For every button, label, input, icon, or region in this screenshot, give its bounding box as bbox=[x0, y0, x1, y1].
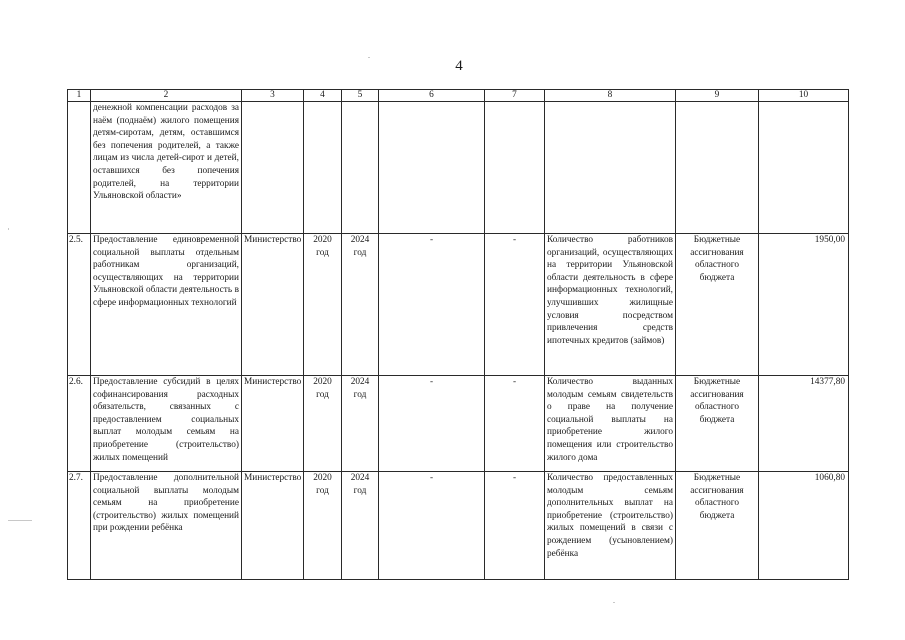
table-row bbox=[68, 472, 849, 580]
funding-source bbox=[676, 102, 759, 234]
column-6-value: - bbox=[379, 234, 485, 376]
table-row bbox=[68, 376, 849, 472]
end-year: 2024 год bbox=[342, 234, 379, 376]
scan-speck bbox=[368, 57, 370, 58]
executor bbox=[242, 102, 304, 234]
row-number bbox=[68, 102, 91, 234]
column-7-value: - bbox=[485, 376, 545, 472]
start-year bbox=[304, 102, 342, 234]
scan-speck bbox=[613, 602, 615, 603]
target-indicator bbox=[545, 102, 676, 234]
column-6-value bbox=[379, 102, 485, 234]
start-year: 2020 год bbox=[304, 376, 342, 472]
column-header: 9 bbox=[676, 90, 759, 102]
column-header: 3 bbox=[242, 90, 304, 102]
end-year: 2024 год bbox=[342, 472, 379, 580]
scan-speck bbox=[8, 228, 9, 230]
column-header: 10 bbox=[759, 90, 849, 102]
column-7-value: - bbox=[485, 234, 545, 376]
executor: Министерство bbox=[242, 472, 304, 580]
funding-amount: 14377,80 bbox=[759, 376, 849, 472]
row-number: 2.6. bbox=[68, 376, 91, 472]
funding-source: Бюджетные ассигнования областного бюджета bbox=[676, 234, 759, 376]
target-indicator: Количество выданных молодым семьям свидетельств о праве на получение социальной выплаты на приобретение жилого помещения или строительство жилого дома bbox=[545, 376, 676, 472]
column-header: 7 bbox=[485, 90, 545, 102]
column-header: 2 bbox=[91, 90, 242, 102]
row-number: 2.5. bbox=[68, 234, 91, 376]
measure-name: Предоставление дополнительной социальной выплаты молодым семьям на приобретение (строительство) жилых помещений при рождении ребёнка bbox=[91, 472, 242, 580]
funding-amount: 1060,80 bbox=[759, 472, 849, 580]
measure-name: Предоставление единовременной социальной выплаты отдельным работникам организаций, осуществляющих на территории Ульяновской области деятельность в сфере информационных технологий bbox=[91, 234, 242, 376]
target-indicator: Количество предоставленных молодым семьям дополнительных выплат на приобретение (строительство) жилых помещений в связи с рождением (усыновлением) ребёнка bbox=[545, 472, 676, 580]
start-year: 2020 год bbox=[304, 234, 342, 376]
funding-source: Бюджетные ассигнования областного бюджета bbox=[676, 472, 759, 580]
target-indicator: Количество работников организаций, осуществляющих на территории Ульяновской области деятельность в сфере информационных технологий, улучшивших жилищные условия посредством привлечения средств ипотечных кредитов (займов) bbox=[545, 234, 676, 376]
column-header: 6 bbox=[379, 90, 485, 102]
table-row bbox=[68, 234, 849, 376]
column-7-value: - bbox=[485, 472, 545, 580]
column-7-value bbox=[485, 102, 545, 234]
page-number: 4 bbox=[455, 58, 463, 74]
scan-speck bbox=[8, 520, 32, 521]
measure-name: Предоставление субсидий в целях софинансирования расходных обязательств, связанных с предоставлением социальных выплат молодым семьям на приобретение (строительство) жилых помещений bbox=[91, 376, 242, 472]
column-6-value: - bbox=[379, 472, 485, 580]
row-number: 2.7. bbox=[68, 472, 91, 580]
column-header: 8 bbox=[545, 90, 676, 102]
funding-source: Бюджетные ассигнования областного бюджета bbox=[676, 376, 759, 472]
measure-name: денежной компенсации расходов за наём (поднаём) жилого помещения детям-сиротам, детям, оставшимся без попечения родителей, а также лицам из числа детей-сирот и детей, оставшихся без попечения родителей, на территории Ульяновской области» bbox=[91, 102, 242, 234]
program-measures-table bbox=[67, 89, 849, 580]
table-header-row bbox=[68, 90, 849, 102]
funding-amount: 1950,00 bbox=[759, 234, 849, 376]
column-header: 5 bbox=[342, 90, 379, 102]
executor: Министерство bbox=[242, 234, 304, 376]
column-header: 1 bbox=[68, 90, 91, 102]
table-row bbox=[68, 102, 849, 234]
executor: Министерство bbox=[242, 376, 304, 472]
column-6-value: - bbox=[379, 376, 485, 472]
funding-amount bbox=[759, 102, 849, 234]
start-year: 2020 год bbox=[304, 472, 342, 580]
column-header: 4 bbox=[304, 90, 342, 102]
end-year bbox=[342, 102, 379, 234]
end-year: 2024 год bbox=[342, 376, 379, 472]
